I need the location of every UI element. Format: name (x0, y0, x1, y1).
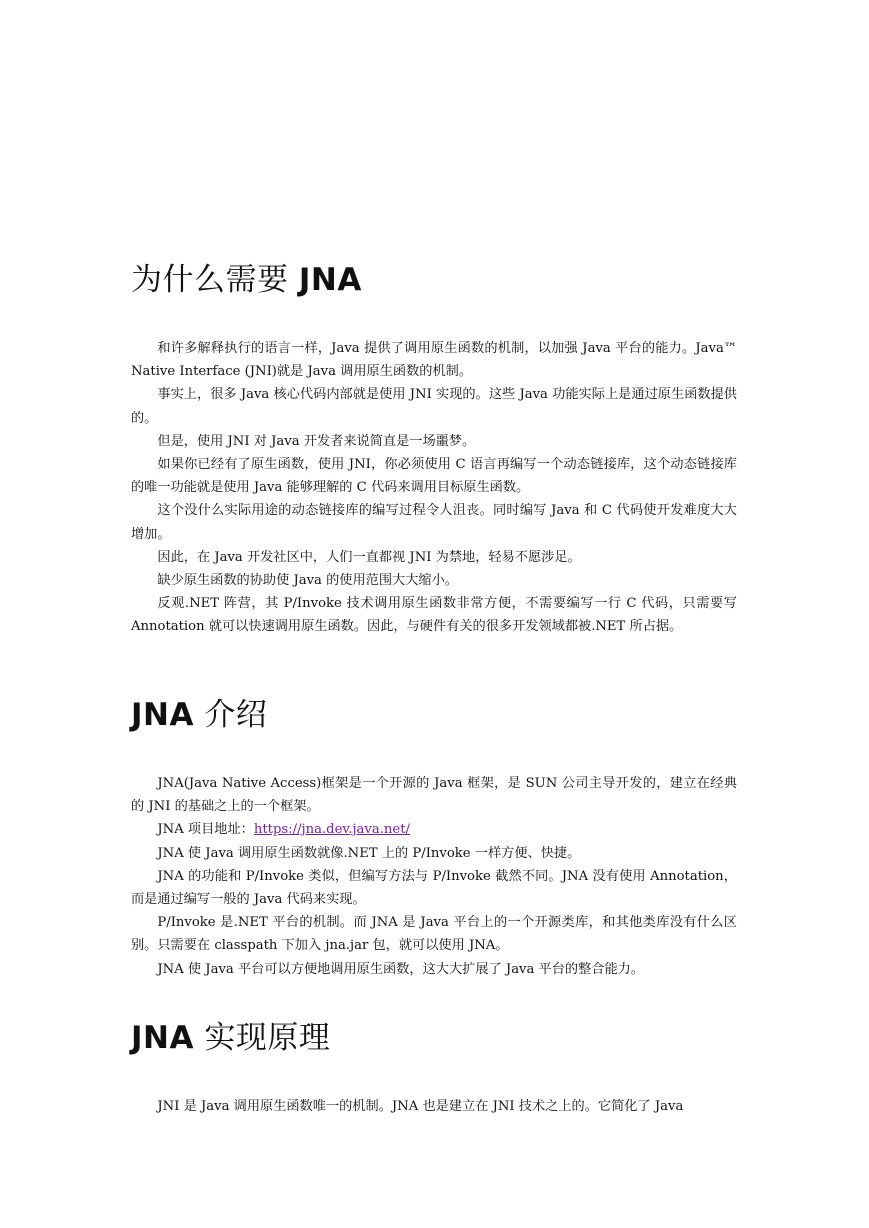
project-url-link[interactable]: https://jna.dev.java.net/ (253, 822, 410, 838)
paragraph: 反观.NET 阵营，其 P/Invoke 技术调用原生函数非常方便，不需要编写一行 C 代码，只需要写 Annotation 就可以快速调用原生函数。因此，与硬件有关的很多开发领域都被.NET 所占据。 (131, 596, 737, 635)
paragraph: 和许多解释执行的语言一样，Java 提供了调用原生函数的机制，以加强 Java 平台的能力。Java™ Native Interface (JNI)就是 Java 调用原生函数的机制。 (131, 341, 737, 380)
paragraph: 因此，在 Java 开发社区中，人们一直都视 JNI 为禁地，轻易不愿涉足。 (157, 549, 581, 565)
heading-latin: JNA (131, 697, 194, 733)
paragraph: 但是，使用 JNI 对 Java 开发者来说简直是一场噩梦。 (157, 433, 476, 449)
paragraph: JNA 的功能和 P/Invoke 类似，但编写方法与 P/Invoke 截然不同。JNA 没有使用 Annotation，而是通过编写一般的 Java 代码来实现。 (131, 868, 737, 908)
section-body-jna-principle (131, 1095, 737, 1118)
section-heading-jna-principle (131, 1020, 330, 1056)
paragraph: JNA 使 Java 平台可以方便地调用原生函数，这大大扩展了 Java 平台的整合能力。 (157, 961, 645, 977)
paragraph: 事实上，很多 Java 核心代码内部就是使用 JNI 实现的。这些 Java 功能实际上是通过原生函数提供的。 (131, 387, 737, 426)
paragraph: 如果你已经有了原生函数，使用 JNI，你必须使用 C 语言再编写一个动态链接库，这个动态链接库的唯一功能就是使用 Java 能够理解的 C 代码来调用目标原生函数。 (131, 457, 737, 496)
paragraph: JNA(Java Native Access)框架是一个开源的 Java 框架，是 SUN 公司主导开发的，建立在经典的 JNI 的基础之上的一个框架。 (131, 776, 737, 815)
heading-chinese: 介绍 (204, 697, 268, 733)
project-url-label: JNA 项目地址： (157, 822, 254, 838)
paragraph-project-url (131, 818, 737, 841)
heading-latin: JNA (131, 1020, 194, 1056)
heading-chinese: 实现原理 (204, 1020, 331, 1056)
section-body-why-jna (131, 337, 737, 639)
paragraph: 这个没什么实际用途的动态链接库的编写过程令人沮丧。同时编写 Java 和 C 代码使开发难度大大增加。 (131, 503, 737, 542)
paragraph: JNA 使 Java 调用原生函数就像.NET 上的 P/Invoke 一样方便、快捷。 (157, 845, 581, 861)
section-heading-why-jna (131, 262, 362, 298)
paragraph: JNI 是 Java 调用原生函数唯一的机制。JNA 也是建立在 JNI 技术之上的。它简化了 Java (157, 1099, 684, 1114)
heading-latin: JNA (298, 262, 362, 298)
paragraph: 缺少原生函数的协助使 Java 的使用范围大大缩小。 (157, 573, 458, 589)
section-body-jna-intro (131, 772, 737, 981)
heading-chinese: 为什么需要 (131, 262, 289, 298)
paragraph: P/Invoke 是.NET 平台的机制。而 JNA 是 Java 平台上的一个开源类库，和其他类库没有什么区别。只需要在 classpath 下加入 jna.jar 包，就可以使用 JNA。 (131, 915, 737, 954)
section-heading-jna-intro (131, 697, 267, 733)
